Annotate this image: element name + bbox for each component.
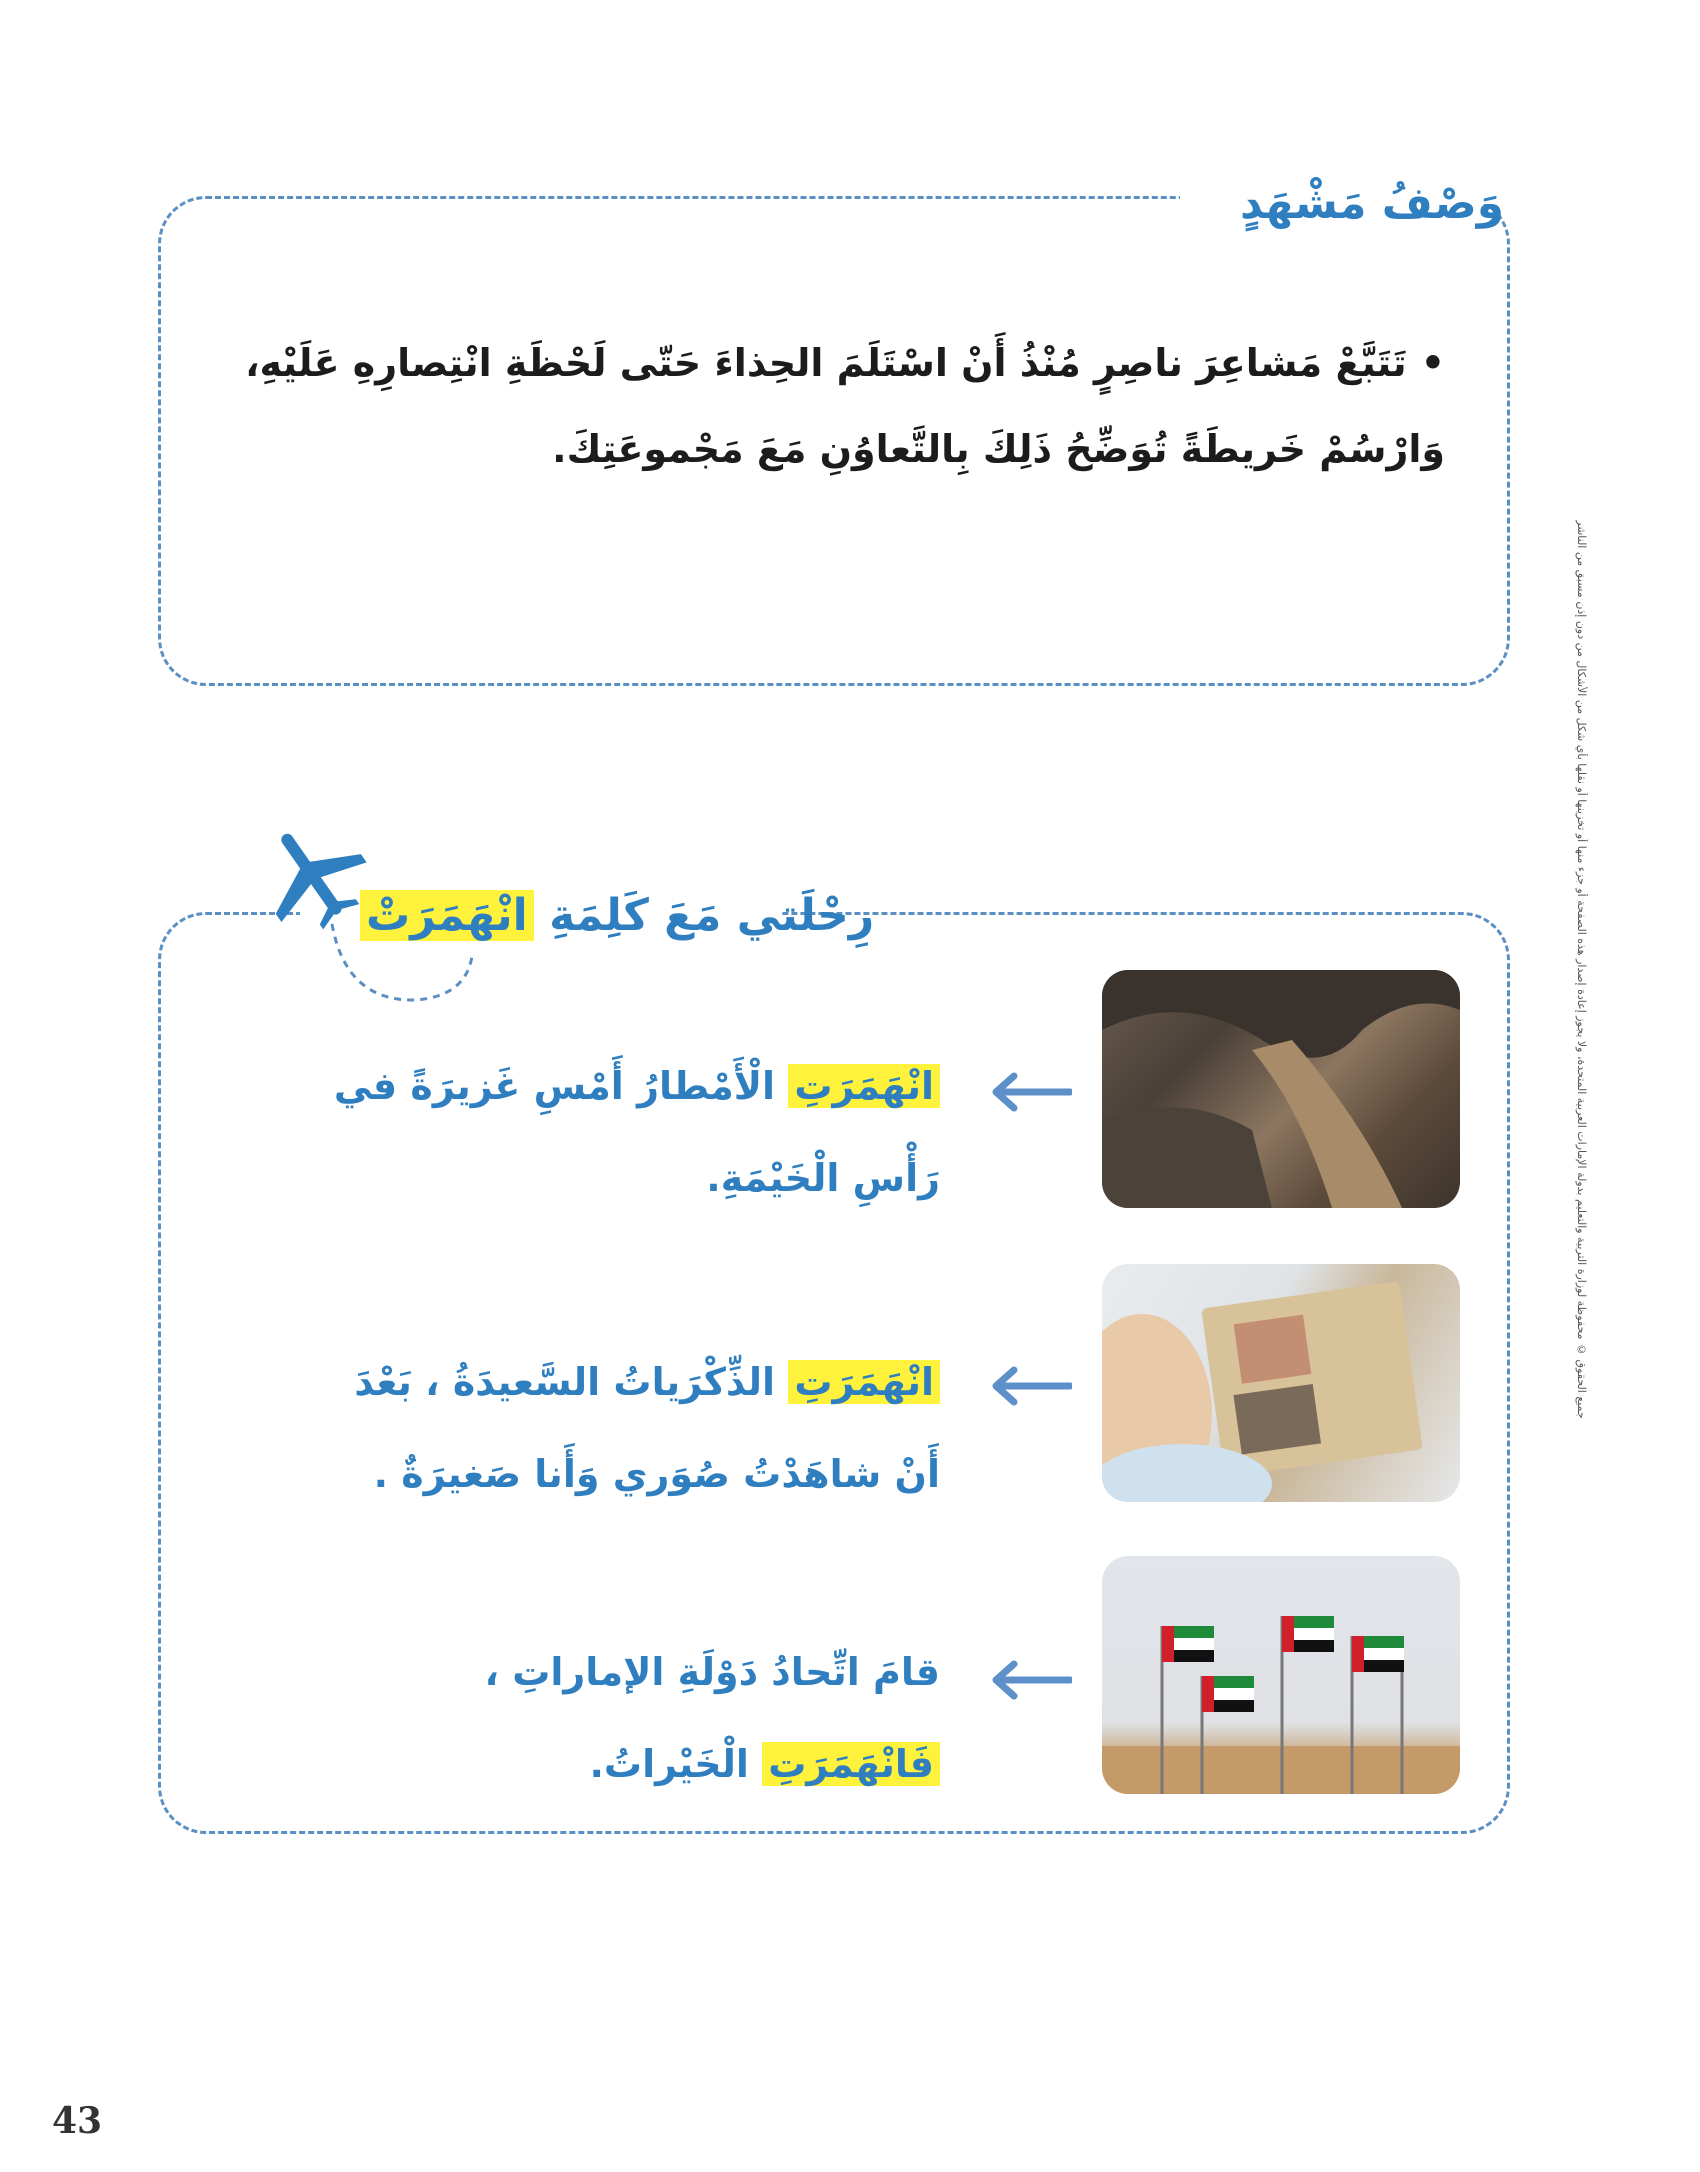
copyright-note: جميع الحقوق © محفوظة لوزارة التربية والتعليم بدولة الإمارات العربية المتحدة، ولا يجوز إعادة إصدار هذه الصفحة أو جزء منها أو تخزينها أو نقلها بأي شكل من الأشكال من دون إذن مسبق من الناشر [1575, 520, 1588, 1419]
section-title-scene-description: وَصْفُ مَشْهَدٍ [1240, 178, 1505, 229]
example-sentence-3 [320, 1626, 940, 1810]
title-prefix: رِحْلَتي مَعَ كَلِمَةِ [549, 890, 875, 941]
arrow-left-icon [990, 1660, 1072, 1700]
example-text-prefix: قامَ اتِّحادُ دَوْلَةِ الإماراتِ ، [484, 1650, 940, 1694]
example-sentence-2 [320, 1336, 940, 1520]
airplane-icon [252, 820, 372, 930]
highlighted-word: فَانْهَمَرَتِ [762, 1742, 940, 1786]
bullet-icon: • [1420, 341, 1445, 385]
example-sentence-1 [320, 1040, 940, 1224]
section-title-word-journey [360, 890, 874, 941]
example-text: الذِّكْرَياتُ السَّعيدَةُ ، بَعْدَ أَنْ شاهَدْتُ صُوَري وَأَنا صَغيرَةٌ . [354, 1360, 940, 1496]
highlighted-word: انْهَمَرَتْ [360, 890, 534, 941]
arrow-left-icon [990, 1366, 1072, 1406]
page-number: 43 [52, 2100, 103, 2142]
activity-instruction [190, 320, 1445, 492]
arrow-left-icon [990, 1072, 1072, 1112]
example-text: الْأَمْطارُ أَمْسِ غَزيرَةً في رَأْسِ الْخَيْمَةِ. [333, 1064, 940, 1200]
uae-flags-photo [1102, 1556, 1460, 1794]
highlighted-word: انْهَمَرَتِ [788, 1360, 940, 1404]
activity-instruction-text: تَتَبَّعْ مَشاعِرَ ناصِرٍ مُنْذُ أَنْ اسْتَلَمَ الحِذاءَ حَتّى لَحْظَةِ انْتِصارِهِ عَلَيْهِ، وَارْسُمْ خَريطَةً تُوَضِّحُ ذَلِكَ بِالتَّعاوُنِ مَعَ مَجْموعَتِكَ. [245, 341, 1445, 471]
photo-album-photo [1102, 1264, 1460, 1502]
flood-photo [1102, 970, 1460, 1208]
highlighted-word: انْهَمَرَتِ [788, 1064, 940, 1108]
example-text: الْخَيْراتُ. [589, 1742, 763, 1786]
